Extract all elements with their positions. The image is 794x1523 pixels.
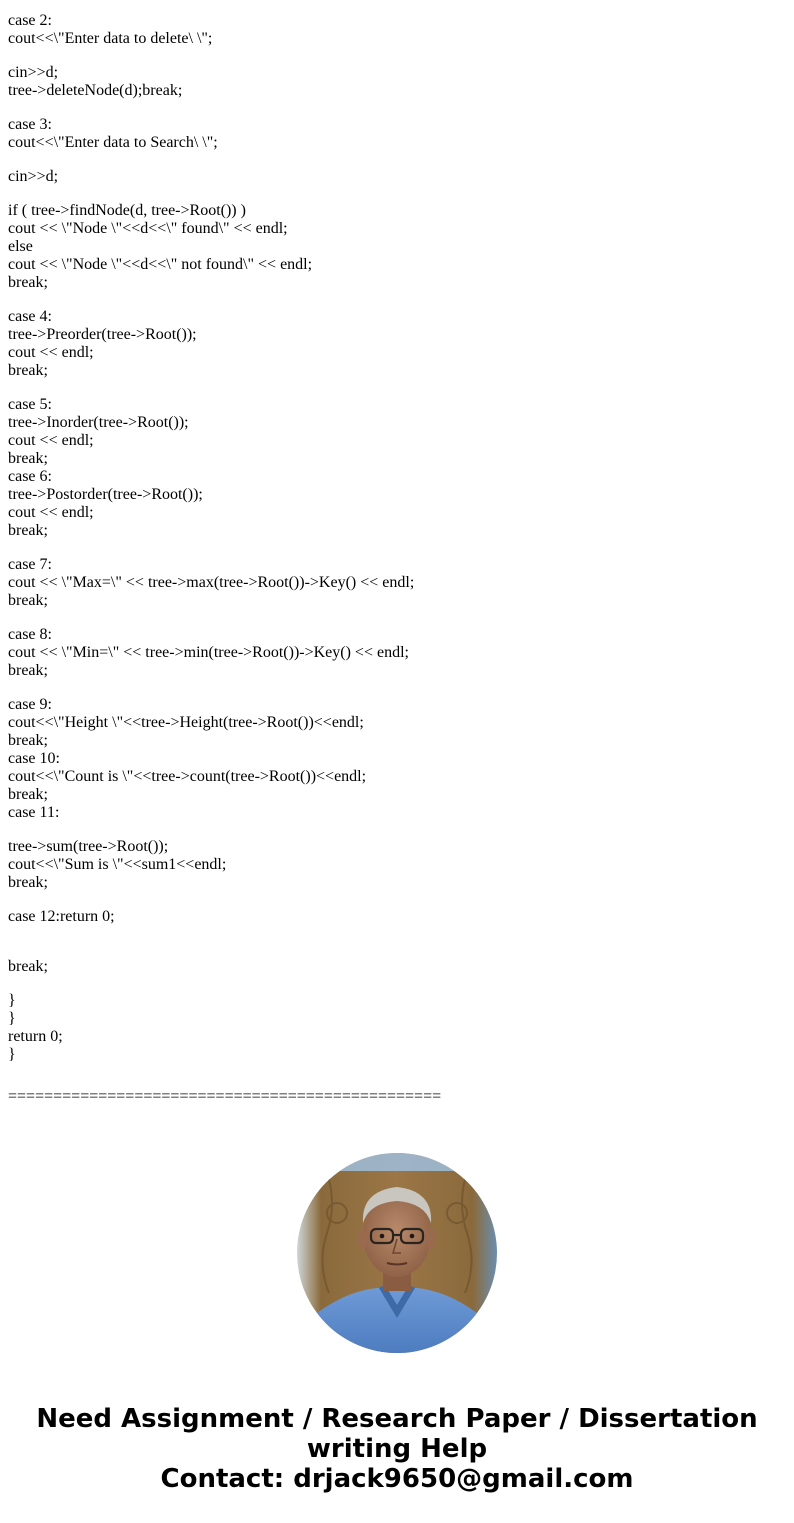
code-line: break; xyxy=(8,592,48,609)
code-line: cout<<\"Sum is \"<<sum1<<endl; xyxy=(8,856,227,873)
code-line: cout << \"Min=\" << tree->min(tree->Root())->Key() << endl; xyxy=(8,644,409,661)
code-line: case 11: xyxy=(8,804,60,821)
code-line: break; xyxy=(8,958,48,975)
code-line: cout << \"Max=\" << tree->max(tree->Root())->Key() << endl; xyxy=(8,574,415,591)
code-line: cout << endl; xyxy=(8,344,94,361)
promo-line-1: Need Assignment / Research Paper / Dissertation xyxy=(36,1404,758,1434)
code-line xyxy=(8,152,708,168)
code-line: case 4: xyxy=(8,308,52,325)
code-line: case 3: xyxy=(8,116,52,133)
code-line: cout << \"Node \"<<d<<\" found\" << endl; xyxy=(8,220,288,237)
code-line: cin>>d; xyxy=(8,168,59,185)
promo-contact: Contact: drjack9650@gmail.com xyxy=(160,1464,634,1494)
code-line: break; xyxy=(8,274,48,291)
code-line xyxy=(8,186,708,202)
code-line: break; xyxy=(8,662,48,679)
code-line: break; xyxy=(8,450,48,467)
promo-banner xyxy=(0,1404,794,1494)
code-line: cout<<\"Count is \"<<tree->count(tree->Root())<<endl; xyxy=(8,768,367,785)
code-line xyxy=(8,926,708,942)
code-line: tree->Preorder(tree->Root()); xyxy=(8,326,197,343)
code-line: tree->Inorder(tree->Root()); xyxy=(8,414,189,431)
code-line xyxy=(8,48,708,64)
code-line: } xyxy=(8,1010,16,1027)
code-line: tree->sum(tree->Root()); xyxy=(8,838,169,855)
code-line: else xyxy=(8,238,33,255)
code-line: break; xyxy=(8,522,48,539)
author-avatar xyxy=(297,1153,497,1353)
code-line: cin>>d; xyxy=(8,64,59,81)
code-line: case 5: xyxy=(8,396,52,413)
promo-line-2: writing Help xyxy=(306,1434,488,1464)
code-line: cout << endl; xyxy=(8,432,94,449)
code-line: case 8: xyxy=(8,626,52,643)
code-line: cout << \"Node \"<<d<<\" not found\" << endl; xyxy=(8,256,313,273)
code-line xyxy=(8,292,708,308)
code-line: cout<<\"Enter data to Search\ \"; xyxy=(8,134,218,151)
code-line: break; xyxy=(8,874,48,891)
separator-line: ================================================ xyxy=(8,1088,442,1105)
code-line: return 0; xyxy=(8,1028,63,1045)
code-line xyxy=(8,610,708,626)
code-line: case 2: xyxy=(8,12,52,29)
code-line: case 7: xyxy=(8,556,52,573)
code-line xyxy=(8,942,708,958)
code-line: cout<<\"Enter data to delete\ \"; xyxy=(8,30,213,47)
code-line: } xyxy=(8,1046,16,1063)
code-line: if ( tree->findNode(d, tree->Root()) ) xyxy=(8,202,246,219)
code-line xyxy=(8,892,708,908)
code-line: } xyxy=(8,992,16,1009)
code-line: cout << endl; xyxy=(8,504,94,521)
code-line xyxy=(8,100,708,116)
code-line: case 9: xyxy=(8,696,52,713)
code-line xyxy=(8,540,708,556)
code-line: break; xyxy=(8,362,48,379)
code-line: break; xyxy=(8,732,48,749)
code-listing xyxy=(8,12,708,1064)
code-line: case 6: xyxy=(8,468,52,485)
code-line: break; xyxy=(8,786,48,803)
code-line: case 10: xyxy=(8,750,60,767)
code-line xyxy=(8,380,708,396)
avatar-portrait xyxy=(297,1153,497,1353)
code-line: tree->deleteNode(d);break; xyxy=(8,82,183,99)
code-line xyxy=(8,822,708,838)
code-line xyxy=(8,976,708,992)
code-line: tree->Postorder(tree->Root()); xyxy=(8,486,203,503)
code-line xyxy=(8,680,708,696)
code-line: case 12:return 0; xyxy=(8,908,115,925)
code-line: cout<<\"Height \"<<tree->Height(tree->Root())<<endl; xyxy=(8,714,364,731)
